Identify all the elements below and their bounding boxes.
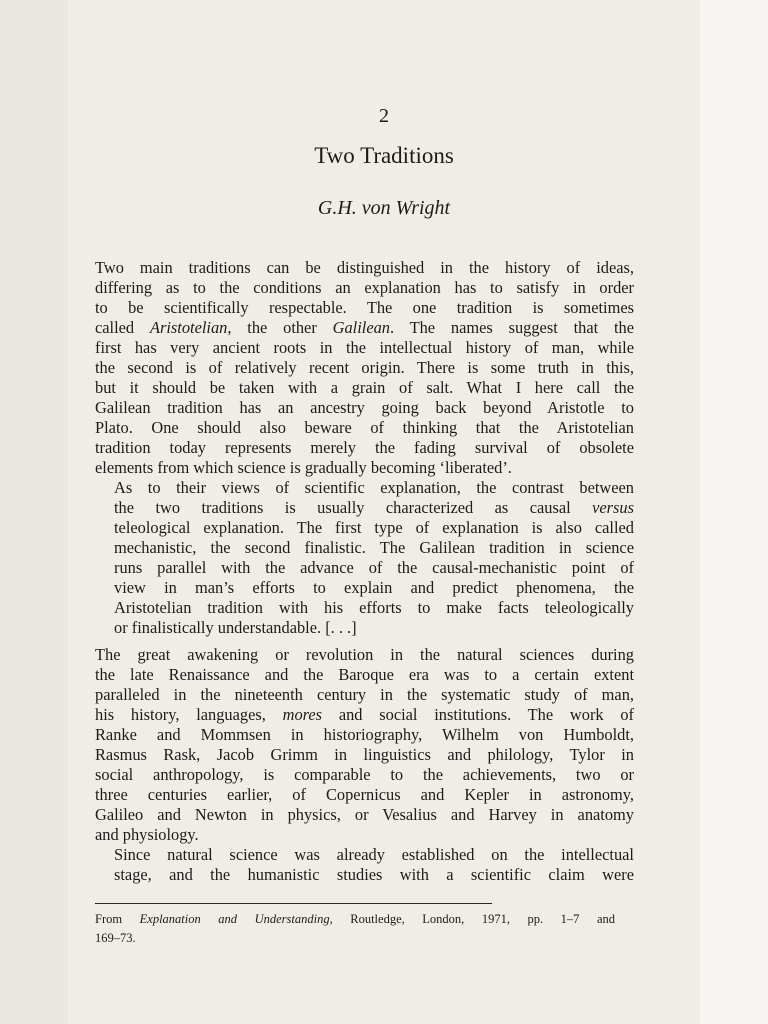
text-line: [95, 278, 634, 298]
text-run: or finalistically understandable. [. . .]: [114, 618, 357, 637]
text-run: but it should be taken with a grain of salt. What I here call the: [95, 378, 634, 397]
footnote: [95, 910, 615, 948]
text-line: [95, 398, 634, 418]
text-run: Ranke and Mommsen in historiography, Wilhelm von Humboldt,: [95, 725, 634, 744]
text-run: Two main traditions can be distinguished in the history of ideas,: [95, 258, 634, 277]
text-run: his history, languages,: [95, 705, 283, 724]
text-line: [95, 929, 615, 948]
paragraph: [95, 845, 634, 885]
text-line: [95, 478, 634, 498]
text-run: 169–73.: [95, 931, 136, 945]
text-run: three centuries earlier, of Copernicus and Kepler in astronomy,: [95, 785, 634, 804]
text-line: [95, 558, 634, 578]
text-line: [95, 785, 634, 805]
text-line: [95, 258, 634, 278]
chapter-author: G.H. von Wright: [317, 197, 451, 219]
text-run: , Routledge, London, 1971, pp. 1–7 and: [329, 912, 615, 926]
text-line: [95, 725, 634, 745]
text-run: As to their views of scientific explanation, the contrast between: [114, 478, 634, 497]
text-run: differing as to the conditions an explanation has to satisfy in order: [95, 278, 634, 297]
text-run: paralleled in the nineteenth century in the systematic study of man,: [95, 685, 634, 704]
text-line: [95, 518, 634, 538]
text-line: [95, 498, 634, 518]
text-run: to be scientifically respectable. The one tradition is sometimes: [95, 298, 634, 317]
text-run: view in man’s efforts to explain and predict phenomena, the: [114, 578, 634, 597]
text-run: Rasmus Rask, Jacob Grimm in linguistics and philology, Tylor in: [95, 745, 634, 764]
page-edge: [700, 0, 768, 1024]
text-line: [95, 378, 634, 398]
text-run: , the other: [227, 318, 333, 337]
text-line: [95, 685, 634, 705]
chapter-title: Two Traditions: [314, 143, 454, 168]
text-line: [95, 765, 634, 785]
text-run: The great awakening or revolution in the natural sciences during: [95, 645, 634, 664]
text-line: [95, 665, 634, 685]
text-run: the second is of relatively recent origin. There is some truth in this,: [95, 358, 634, 377]
chapter-number: 2: [379, 105, 389, 127]
italic-run: Explanation and Understanding: [139, 912, 330, 926]
book-page: [68, 0, 700, 1024]
text-line: [95, 825, 634, 845]
text-run: Since natural science was already established on the intellectual: [114, 845, 634, 864]
text-line: [95, 845, 634, 865]
text-line: [95, 645, 634, 665]
text-line: [95, 578, 634, 598]
text-line: [95, 338, 634, 358]
text-line: [95, 618, 634, 638]
text-run: Galilean tradition has an ancestry going back beyond Aristotle to: [95, 398, 634, 417]
text-run: and physiology.: [95, 825, 199, 844]
text-run: From: [95, 912, 140, 926]
text-run: stage, and the humanistic studies with a scientific claim were: [114, 865, 634, 884]
text-line: [95, 910, 615, 929]
text-run: the late Renaissance and the Baroque era was to a certain extent: [95, 665, 634, 684]
paragraph: [95, 645, 634, 845]
text-line: [95, 805, 634, 825]
text-line: [95, 438, 634, 458]
paragraph: [95, 258, 634, 478]
text-line: [95, 418, 634, 438]
text-line: [95, 865, 634, 885]
text-line: [95, 705, 634, 725]
text-run: Galileo and Newton in physics, or Vesalius and Harvey in anatomy: [95, 805, 634, 824]
italic-run: Aristotelian: [149, 318, 228, 337]
body-text: [95, 258, 634, 885]
text-line: [95, 358, 634, 378]
text-line: [95, 318, 634, 338]
text-run: Plato. One should also beware of thinking that the Aristotelian: [95, 418, 634, 437]
text-run: the two traditions is usually characterized as causal: [114, 498, 593, 517]
text-run: elements from which science is gradually becoming ‘liberated’.: [95, 458, 512, 477]
paragraph: [95, 478, 634, 638]
text-line: [95, 298, 634, 318]
text-run: first has very ancient roots in the intellectual history of man, while: [95, 338, 634, 357]
text-line: [95, 598, 634, 618]
italic-run: Galilean: [332, 318, 390, 337]
text-run: social anthropology, is comparable to the achievements, two or: [95, 765, 634, 784]
text-run: . The names suggest that the: [389, 318, 635, 337]
text-run: runs parallel with the advance of the causal-mechanistic point of: [114, 558, 634, 577]
footnote-rule: [95, 903, 492, 904]
text-run: called: [95, 318, 150, 337]
text-line: [95, 538, 634, 558]
italic-run: mores: [282, 705, 323, 724]
text-run: teleological explanation. The first type of explanation is also called: [114, 518, 634, 537]
text-run: mechanistic, the second finalistic. The Galilean tradition in science: [114, 538, 634, 557]
text-run: and social institutions. The work of: [322, 705, 635, 724]
text-run: Aristotelian tradition with his efforts to make facts teleologically: [114, 598, 634, 617]
text-run: tradition today represents merely the fading survival of obsolete: [95, 438, 634, 457]
text-line: [95, 458, 634, 478]
italic-run: versus: [592, 498, 634, 517]
text-line: [95, 745, 634, 765]
